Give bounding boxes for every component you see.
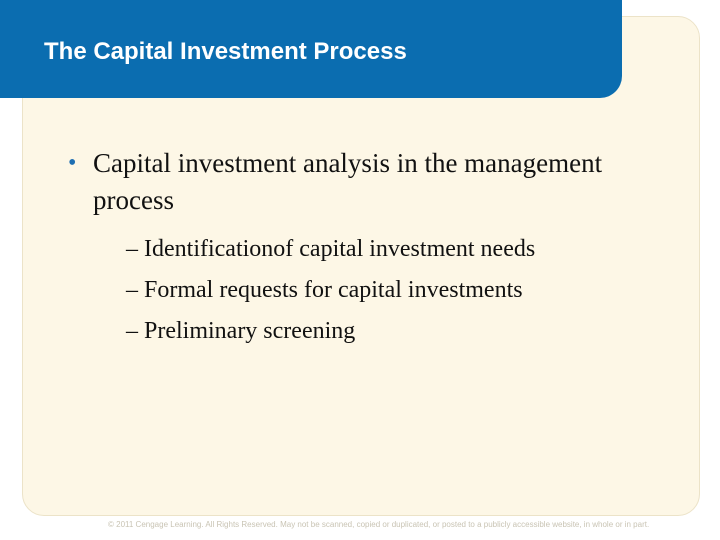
sub-bullet-text: Preliminary screening xyxy=(144,318,356,344)
dash-icon: – xyxy=(126,277,144,303)
slide-title: The Capital Investment Process xyxy=(44,38,407,65)
sub-bullet-item xyxy=(126,270,688,311)
sub-bullet-text: Formal requests for capital investments xyxy=(144,277,523,303)
title-bar xyxy=(0,0,622,98)
dash-icon: – xyxy=(126,236,144,262)
sub-bullet-list xyxy=(68,229,688,352)
copyright-footer: © 2011 Cengage Learning. All Rights Reserved. May not be scanned, copied or duplicated, or posted to a publicly accessible website, in whole or in part. xyxy=(108,520,650,529)
bullet-text: Capital investment analysis in the management process xyxy=(93,148,603,215)
sub-bullet-text: Identificationof capital investment needs xyxy=(144,236,536,262)
sub-bullet-item xyxy=(126,311,688,352)
dash-icon: – xyxy=(126,318,144,344)
sub-bullet-item xyxy=(126,229,688,270)
bullet-list xyxy=(68,145,688,352)
bullet-item xyxy=(68,145,688,219)
bullet-dot-icon: • xyxy=(68,150,77,176)
